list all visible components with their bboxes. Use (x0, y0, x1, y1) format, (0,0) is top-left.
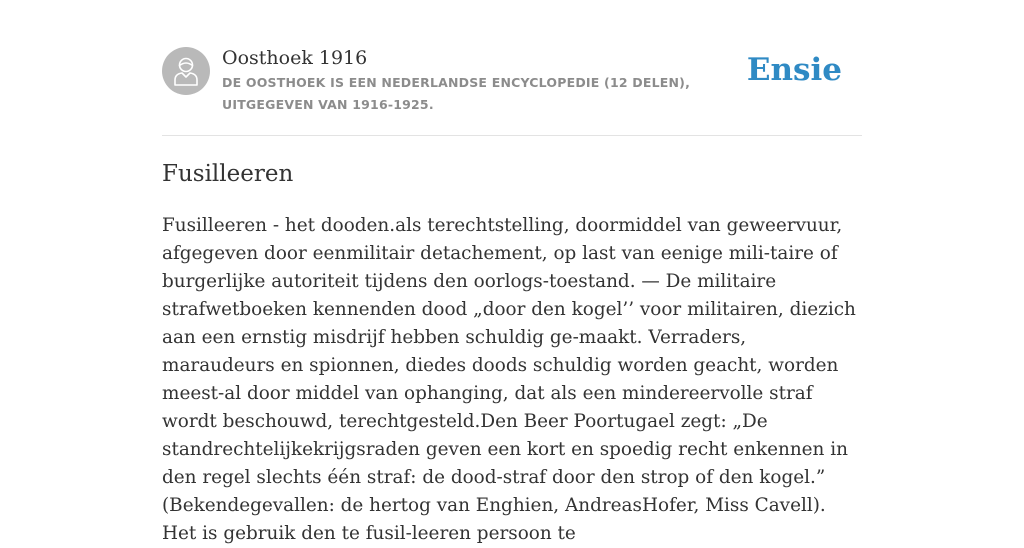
user-silhouette-icon (174, 56, 198, 86)
header-divider (162, 135, 862, 136)
source-title[interactable]: Oosthoek 1916 (222, 47, 368, 69)
ensie-logo[interactable]: Ensie (746, 52, 842, 88)
source-description: DE OOSTHOEK IS EEN NEDERLANDSE ENCYCLOPEDIE (12 DELEN), UITGEGEVEN VAN 1916-1925. (222, 75, 691, 112)
source-header (162, 46, 862, 116)
article-body: Fusilleeren - het dooden.als terechtstelling, doormiddel van geweervuur, afgegeven door eenmilitair detachement, op last van eenige mili-taire of burgerlijke autoriteit tijdens den oorlogs-toestand. — De militaire strafwetboeken kennenden dood „door den kogel’’ voor militairen, diezich aan een ernstig misdrijf hebben schuldig ge-maakt. Verraders, maraudeurs en spionnen, diedes doods schuldig worden geacht, worden meest-al door middel van ophanging, dat als een mindereervolle straf wordt beschouwd, terechtgesteld.Den Beer Poortugael zegt: „De standrechtelijkekrijgsraden geven een kort en spoedig recht enkennen in den regel slechts één straf: de dood-straf door den strop of den kogel.” (Bekendegevallen: de hertog van Enghien, AndreasHofer, Miss Cavell). Het is gebruik den te fusil-leeren persoon te (162, 215, 856, 544)
source-avatar[interactable] (162, 47, 210, 95)
article-title: Fusilleeren (162, 161, 294, 187)
